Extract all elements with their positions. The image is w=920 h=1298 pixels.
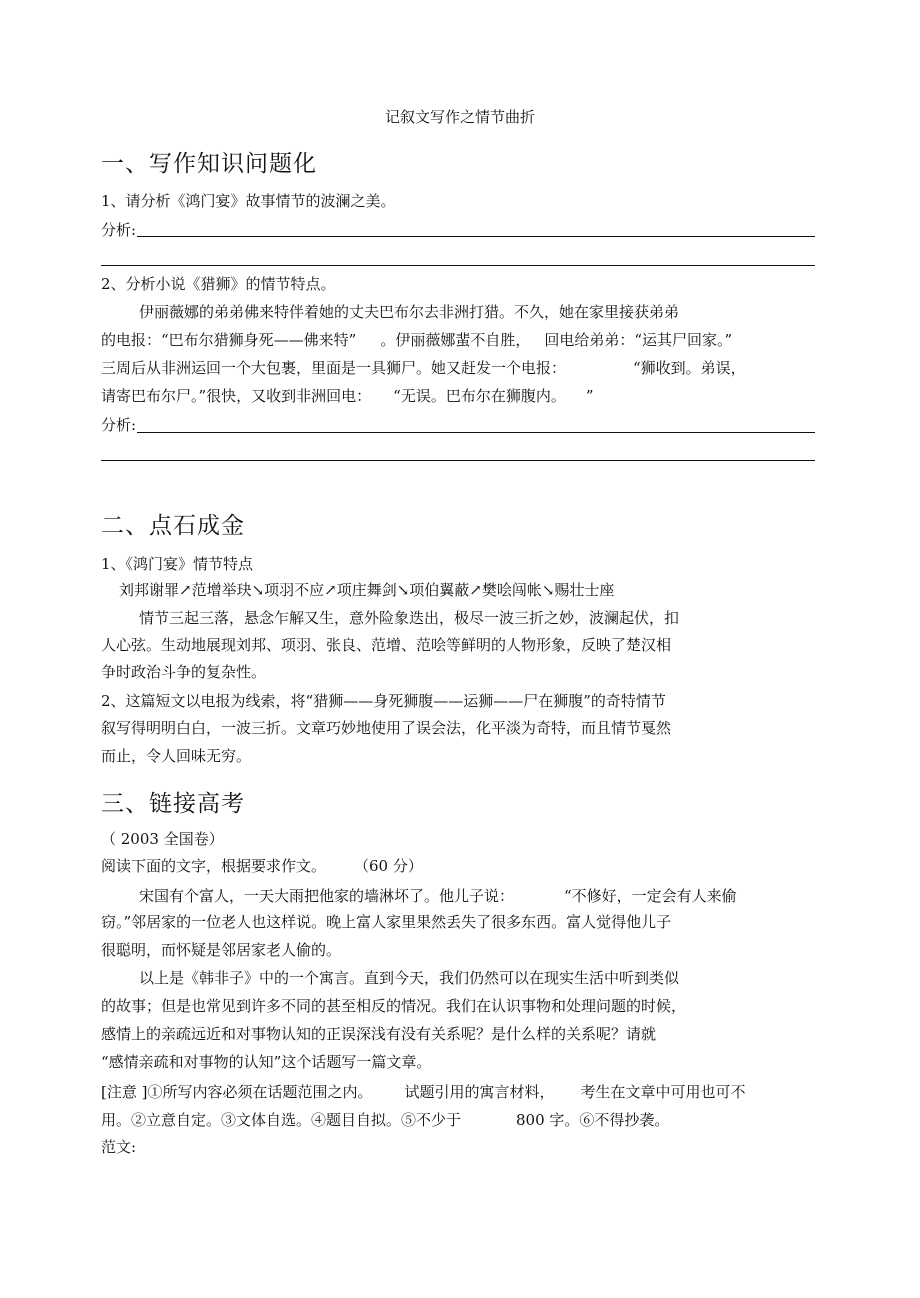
answer-line xyxy=(101,265,815,266)
answer-1-line-2: 人心弦。生动地展现刘邦、项羽、张良、范增、范哙等鲜明的人物形象，反映了楚汉相 xyxy=(101,636,672,654)
section-heading-3: 三、链接高考 xyxy=(101,791,245,817)
story-line-4b: “无误。巴布尔在狮腹内。 xyxy=(393,387,566,405)
plot-flow: 刘邦谢罪↗范增举玦↘项羽不应↗项庄舞剑↘项伯翼蔽↗樊哙闯帐↘赐壮士座 xyxy=(119,581,615,599)
fable-line-3: 很聪明，而怀疑是邻居家老人偷的。 xyxy=(101,941,342,959)
topic-line-4: “感情亲疏和对事物的认知”这个话题写一篇文章。 xyxy=(101,1053,432,1071)
sample-label: 范文: xyxy=(101,1138,137,1156)
story-line-2 xyxy=(101,330,732,350)
topic-line-2: 的故事；但是也常见到许多不同的甚至相反的情况。我们在认识事物和处理问题的时候， xyxy=(101,997,687,1015)
answer-line xyxy=(101,460,815,461)
note-line-1b: 试题引用的寓言材料， xyxy=(404,1083,555,1101)
topic-line-1: 以上是《韩非子》中的一个寓言。直到今天，我们仍然可以在现实生活中听到类似 xyxy=(139,969,680,987)
answer-line xyxy=(137,236,815,237)
story-line-3a: 三周后从非洲运回一个大包裹，里面是一具狮尸。她又赶发一个电报： xyxy=(101,359,567,377)
exam-points: （60 分） xyxy=(354,857,423,875)
fable-line-1 xyxy=(139,886,737,906)
exam-prompt-text: 阅读下面的文字，根据要求作文。 xyxy=(101,857,327,875)
note-line-2a: 用。②立意自定。③文体自选。④题目自拟。⑤不少于 xyxy=(101,1111,462,1129)
question-2: 2、分析小说《猎狮》的情节特点。 xyxy=(101,275,336,293)
answer-1-title: 1、《鸿门宴》情节特点 xyxy=(101,555,254,573)
answer-line xyxy=(137,432,815,433)
note-line-1a: [注意 ]①所写内容必须在话题范围之内。 xyxy=(101,1083,373,1101)
topic-line-3: 感情上的亲疏远近和对事物认知的正误深浅有没有关系呢？是什么样的关系呢？请就 xyxy=(101,1025,657,1043)
story-line-4 xyxy=(101,386,594,406)
section-heading-1: 一、写作知识问题化 xyxy=(101,151,317,177)
note-line-1c: 考生在文章中可用也可不 xyxy=(580,1083,746,1101)
note-line-1 xyxy=(101,1082,746,1102)
exam-prompt xyxy=(101,856,423,876)
exam-source: （ 2003 全国卷） xyxy=(101,830,224,848)
analysis-label-1: 分析: xyxy=(101,221,137,239)
answer-1-line-3: 争时政治斗争的复杂性。 xyxy=(101,663,267,681)
story-line-4a: 请寄巴布尔尸。”很快，又收到非洲回电： xyxy=(101,387,372,405)
answer-2-line-3: 而止，令人回味无穷。 xyxy=(101,747,252,765)
fable-line-1a: 宋国有个富人，一天大雨把他家的墙淋坏了。他儿子说： xyxy=(139,887,515,905)
page-title: 记叙文写作之情节曲折 xyxy=(384,108,535,126)
story-line-2a: 的电报：“巴布尔猎狮身死——佛来特” xyxy=(101,331,357,349)
fable-line-2: 窃。”邻居家的一位老人也这样说。晚上富人家里果然丢失了很多东西。富人觉得他儿子 xyxy=(101,913,672,931)
answer-2-line-2: 叙写得明明白白，一波三折。文章巧妙地使用了误会法，化平淡为奇特，而且情节戛然 xyxy=(101,719,672,737)
note-line-2 xyxy=(101,1110,669,1130)
fable-line-1b: “不修好，一定会有人来偷 xyxy=(564,887,737,905)
story-line-4c: ” xyxy=(585,387,594,405)
question-1: 1、请分析《鸿门宴》故事情节的波澜之美。 xyxy=(101,192,396,210)
story-line-1: 伊丽薇娜的弟弟佛来特伴着她的丈夫巴布尔去非洲打猎。不久，她在家里接获弟弟 xyxy=(139,303,680,321)
story-line-2b: 。伊丽薇娜蜚不自胜， xyxy=(380,331,531,349)
story-line-2c: 回电给弟弟：“运其尸回家。” xyxy=(544,331,733,349)
answer-1-line-1: 情节三起三落，悬念乍解又生，意外险象迭出，极尽一波三折之妙，波澜起伏，扣 xyxy=(139,609,680,627)
answer-2-line-1: 2、这篇短文以电报为线索，将“猎狮——身死狮腹——运狮——尸在狮腹”的奇特情节 xyxy=(101,692,666,710)
section-heading-2: 二、点石成金 xyxy=(101,513,245,539)
story-line-3 xyxy=(101,358,746,378)
note-line-2b: 800 字。⑥不得抄袭。 xyxy=(516,1111,670,1129)
analysis-label-2: 分析: xyxy=(101,416,137,434)
story-line-3b: “狮收到。弟误， xyxy=(633,359,746,377)
